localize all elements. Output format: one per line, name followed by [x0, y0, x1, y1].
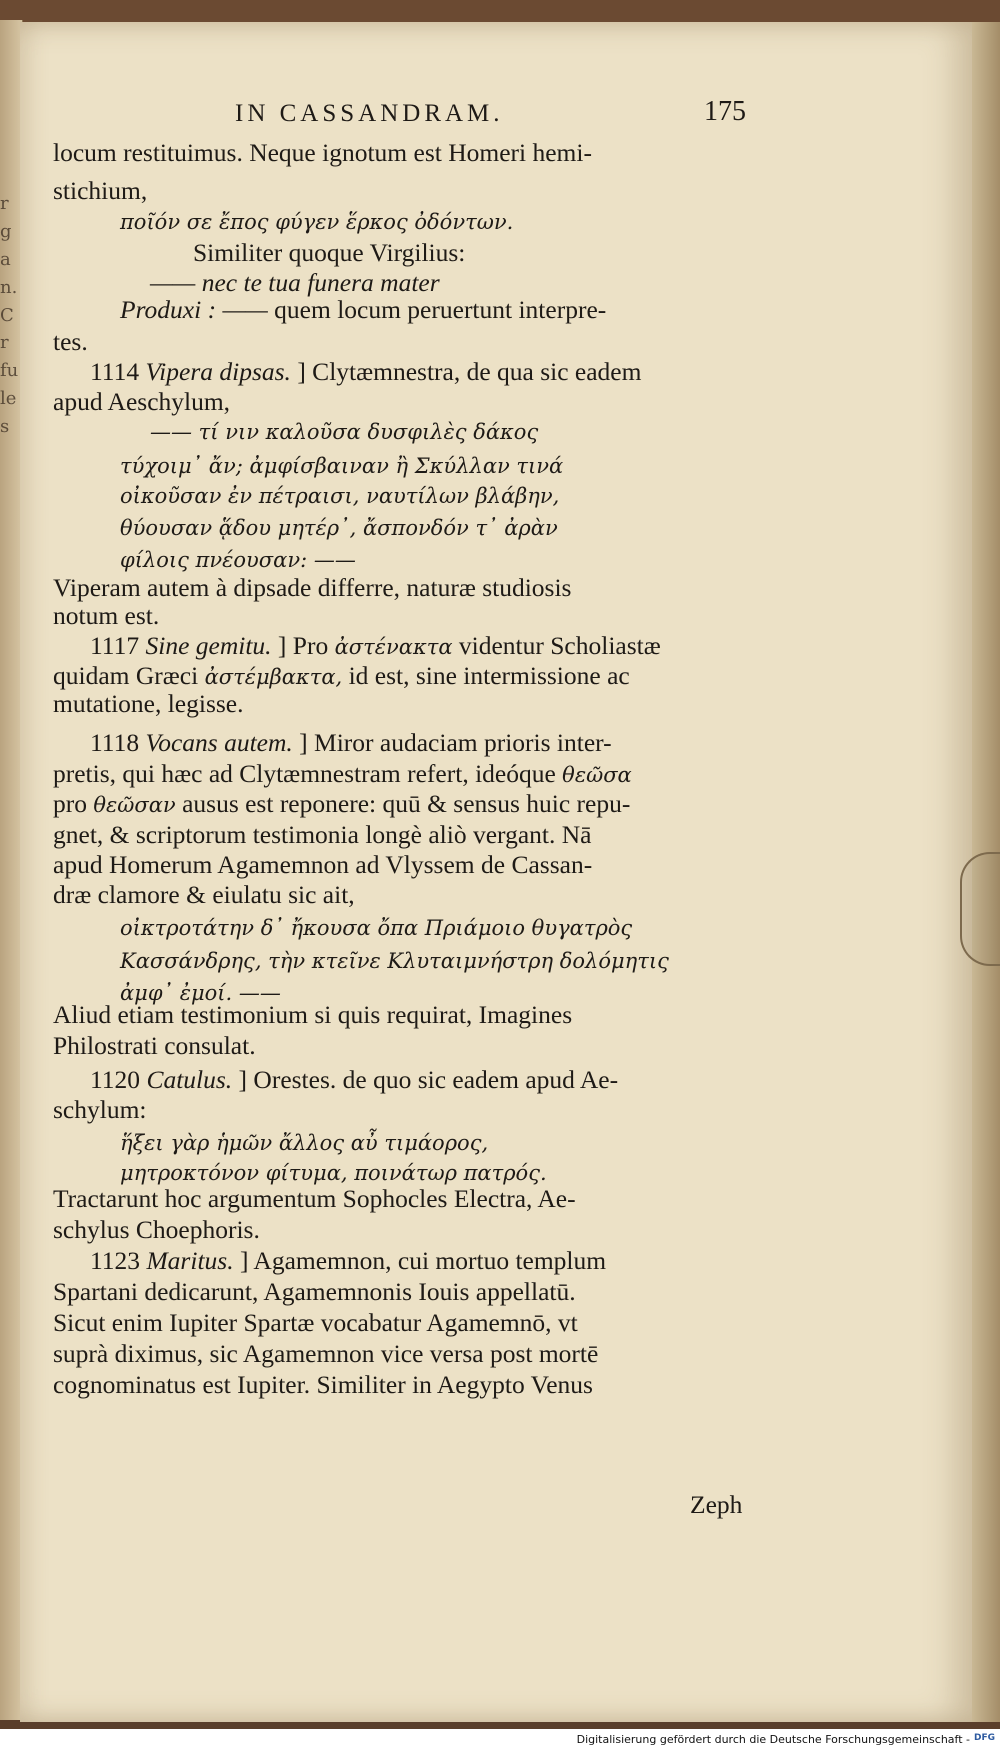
latin-text: Spartani dedicarunt, Agamemnonis Iouis appellatū.: [53, 1277, 576, 1306]
latin-text: ] Pro: [277, 631, 329, 660]
greek-verse: ἥξει γὰρ ἡμῶν ἄλλος αὖ τιμάορος,: [120, 1131, 489, 1155]
lemma: Catulus.: [146, 1065, 233, 1094]
text-line: [53, 389, 230, 415]
lemma: Vocans autem.: [145, 728, 293, 757]
latin-text: schylum:: [53, 1095, 147, 1124]
text-line: [53, 178, 147, 204]
latin-text: pro: [53, 789, 87, 818]
latin-text: tes.: [53, 327, 88, 356]
line-number: 1118: [90, 728, 140, 757]
latin-text: quidam Græci: [53, 661, 199, 690]
text-line: [150, 270, 440, 296]
latin-text: Aliud etiam testimonium si quis requirat, Imagines: [53, 1000, 573, 1029]
latin-text: notum est.: [53, 601, 160, 630]
latin-text: Similiter quoque Virgilius:: [193, 238, 466, 267]
lemma: Maritus.: [146, 1246, 234, 1275]
text-line: [53, 663, 630, 689]
text-line: [53, 882, 355, 908]
latin-text: Philostrati consulat.: [53, 1031, 256, 1060]
latin-text: id est, sine intermissione ac: [348, 661, 630, 690]
text-line: [53, 575, 571, 601]
text-line: [120, 1131, 488, 1155]
text-line: [120, 210, 513, 234]
latin-text: ausus est reponere: quū & sensus huic repu-: [182, 789, 631, 818]
dfg-logo: DFG: [974, 1733, 996, 1743]
line-number: 1123: [90, 1246, 141, 1275]
latin-text: apud Aeschylum,: [53, 387, 231, 416]
page-tab-marker: [960, 852, 1000, 966]
text-line: [53, 791, 630, 817]
page-number: 175: [704, 96, 746, 127]
text-line: [120, 484, 559, 508]
italic-verse: —— nec te tua funera mater: [150, 268, 440, 297]
latin-text: ] Miror audaciam prioris inter-: [299, 728, 612, 757]
latin-text: quem locum peruertunt interpre-: [274, 295, 607, 324]
text-line: [120, 454, 563, 478]
catchword: Zeph: [690, 1490, 743, 1519]
latin-text: mutatione, legisse.: [53, 689, 244, 718]
greek-inline: θεῶσα: [562, 763, 632, 787]
latin-text: dræ clamore & eiulatu sic ait,: [53, 880, 355, 909]
text-line: [53, 761, 632, 787]
text-line: [53, 1097, 147, 1123]
line-number: 1120: [90, 1065, 141, 1094]
text-line: [53, 1033, 256, 1059]
greek-verse: οἰκοῦσαν ἐν πέτραισι, ναυτίλων βλάβην,: [120, 484, 560, 508]
latin-text: Tractarunt hoc argumentum Sophocles Electra, Ae-: [53, 1184, 576, 1213]
greek-verse: θύουσαν ᾅδου μητέρ᾽, ἄσπονδόν τ᾽ ἀρὰν: [120, 516, 558, 540]
text-line: [120, 949, 669, 973]
lemma: Vipera dipsas.: [145, 357, 291, 386]
greek-verse: ποῖόν σε ἔπος φύγεν ἕρκος ὀδόντων.: [120, 210, 514, 234]
greek-verse: φίλοις πνέουσαν: ——: [120, 548, 356, 572]
text-line: [90, 1248, 606, 1274]
greek-verse: —— τί νιν καλοῦσα δυσφιλὲς δάκος: [150, 420, 539, 444]
greek-verse: μητροκτόνον φίτυμα, ποινάτωρ πατρός.: [120, 1161, 547, 1185]
latin-text: ] Clytæmnestra, de qua sic eadem: [297, 357, 642, 386]
text-line: [120, 548, 356, 572]
running-head: IN CASSANDRAM.: [235, 100, 504, 127]
latin-text: ] Orestes. de quo sic eadem apud Ae-: [238, 1065, 619, 1094]
latin-text: suprà diximus, sic Agamemnon vice versa post mortē: [53, 1339, 599, 1368]
latin-text: apud Homerum Agamemnon ad Vlyssem de Cassan-: [53, 850, 593, 879]
text-line: [120, 916, 632, 940]
text-line: [150, 420, 538, 444]
text-line: [53, 852, 592, 878]
italic-lead: Produxi : ——: [120, 295, 268, 324]
text-line: [53, 1341, 598, 1367]
text-line: [53, 1310, 578, 1336]
greek-verse: ἀμφ᾽ ἐμοί. ——: [120, 981, 281, 1005]
text-line: [53, 329, 88, 355]
text-line: [53, 822, 591, 848]
text-line: [53, 1002, 572, 1028]
text-line: [90, 730, 612, 756]
latin-text: schylus Choephoris.: [53, 1215, 260, 1244]
latin-text: ] Agamemnon, cui mortuo templum: [239, 1246, 607, 1275]
text-line: [53, 1217, 260, 1243]
latin-text: stichium,: [53, 176, 148, 205]
line-number: 1117: [90, 631, 140, 660]
footer-credit: Digitalisierung gefördert durch die Deutsche Forschungsgemeinschaft -: [576, 1733, 970, 1746]
latin-text: gnet, & scriptorum testimonia longè aliò vergant. Nā: [53, 820, 592, 849]
latin-text: locum restituimus. Neque ignotum est Homeri hemi-: [53, 138, 592, 167]
text-line: [53, 1279, 576, 1305]
text-line: [53, 1372, 593, 1398]
text-line: [120, 1161, 547, 1185]
latin-text: pretis, qui hæc ad Clytæmnestram refert, ideóque: [53, 759, 556, 788]
latin-text: Sicut enim Iupiter Spartæ vocabatur Agamemnō, vt: [53, 1308, 578, 1337]
line-number: 1114: [90, 357, 140, 386]
text-line: [53, 691, 244, 717]
lemma: Sine gemitu.: [145, 631, 272, 660]
greek-verse: τύχοιμ᾽ ἄν; ἀμφίσβαιναν ἢ Σκύλλαν τινά: [120, 454, 564, 478]
greek-verse: οἰκτροτάτην δ᾽ ἤκουσα ὄπα Πριάμοιο θυγατρὸς: [120, 916, 633, 940]
greek-verse: Κασσάνδρης, τὴν κτεῖνε Κλυταιμνήστρη δολόμητις: [120, 949, 669, 973]
greek-inline: θεῶσαν: [93, 793, 176, 817]
latin-text: cognominatus est Iupiter. Similiter in Aegypto Venus: [53, 1370, 593, 1399]
text-line: [53, 1186, 576, 1212]
text-line: [53, 603, 159, 629]
latin-text: videntur Scholiastæ: [458, 631, 661, 660]
text-line: [90, 359, 641, 385]
text-line: [90, 1067, 618, 1093]
latin-text: Viperam autem à dipsade differre, naturæ studiosis: [53, 573, 572, 602]
text-line: [53, 140, 592, 166]
greek-inline: ἀστέμβακτα,: [204, 665, 343, 689]
text-line: [120, 516, 558, 540]
text-line: [90, 633, 661, 659]
greek-inline: ἀστένακτα: [334, 635, 453, 659]
text-line: [193, 240, 465, 266]
text-line: [120, 297, 606, 323]
margin-fragment: r ga n. Cr fu le s: [0, 193, 19, 438]
